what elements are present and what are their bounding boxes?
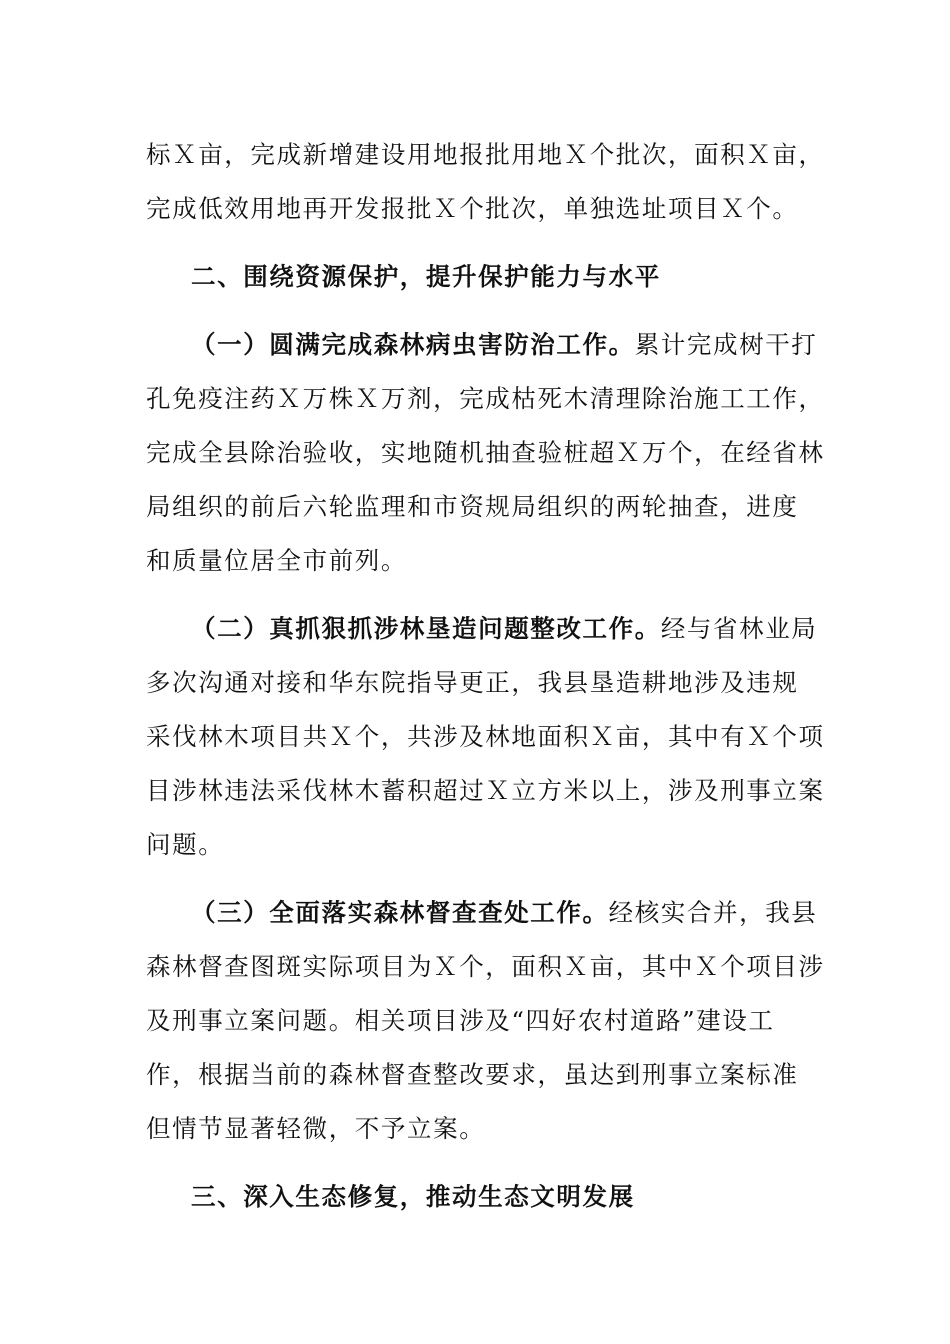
subsection-title-forest-inspection: （三）全面落实森林督查查处工作。: [191, 898, 609, 927]
text-line: 作，根据当前的森林督查整改要求，虽达到刑事立案标准: [146, 1060, 799, 1089]
paragraph-reclamation-rectification: [146, 602, 825, 872]
text-line: [146, 886, 818, 940]
text-line: 采伐林木项目共Ｘ个，共涉及林地面积Ｘ亩，其中有Ｘ个项: [146, 722, 825, 751]
section-heading-ecological-restoration: 三、深入生态修复，推动生态文明发展: [191, 1182, 635, 1211]
paragraph-forest-inspection: [146, 886, 825, 1156]
subsection-title-reclamation: （二）真抓狠抓涉林垦造问题整改工作。: [191, 614, 661, 643]
text-line: 完成低效用地再开发报批Ｘ个批次，单独选址项目Ｘ个。: [146, 194, 799, 223]
document-body: [146, 128, 825, 1238]
text-line: 局组织的前后六轮监理和市资规局组织的两轮抽查，进度: [146, 492, 799, 521]
text-line: 完成全县除治验收，实地随机抽查验桩超Ｘ万个，在经省林: [146, 438, 825, 467]
text-line: 问题。: [146, 830, 225, 859]
text-run: 累计完成树干打: [634, 330, 818, 359]
text-line: [146, 318, 818, 372]
text-line: 及刑事立案问题。相关项目涉及“四好农村道路”建设工: [146, 1006, 775, 1035]
text-run: 经与省林业局: [660, 614, 818, 643]
subsection-title-pest-control: （一）圆满完成森林病虫害防治工作。: [191, 330, 635, 359]
text-line: 和质量位居全市前列。: [146, 546, 407, 575]
text-line: 孔免疫注药Ｘ万株Ｘ万剂，完成枯死木清理除治施工工作，: [146, 384, 825, 413]
paragraph-land-approval: [146, 128, 825, 236]
text-run: 经核实合并，我县: [608, 898, 818, 927]
text-line: 目涉林违法采伐林木蓄积超过Ｘ立方米以上，涉及刑事立案: [146, 776, 825, 805]
text-line: 标Ｘ亩，完成新增建设用地报批用地Ｘ个批次，面积Ｘ亩，: [146, 140, 825, 169]
text-line: [146, 602, 818, 656]
text-line: 多次沟通对接和华东院指导更正，我县垦造耕地涉及违规: [146, 668, 799, 697]
text-line: 森林督查图斑实际项目为Ｘ个，面积Ｘ亩，其中Ｘ个项目涉: [146, 952, 825, 981]
text-line: 但情节显著轻微，不予立案。: [146, 1114, 486, 1143]
paragraph-pest-control: [146, 318, 825, 588]
section-heading-resource-protection: 二、围绕资源保护，提升保护能力与水平: [191, 262, 661, 291]
